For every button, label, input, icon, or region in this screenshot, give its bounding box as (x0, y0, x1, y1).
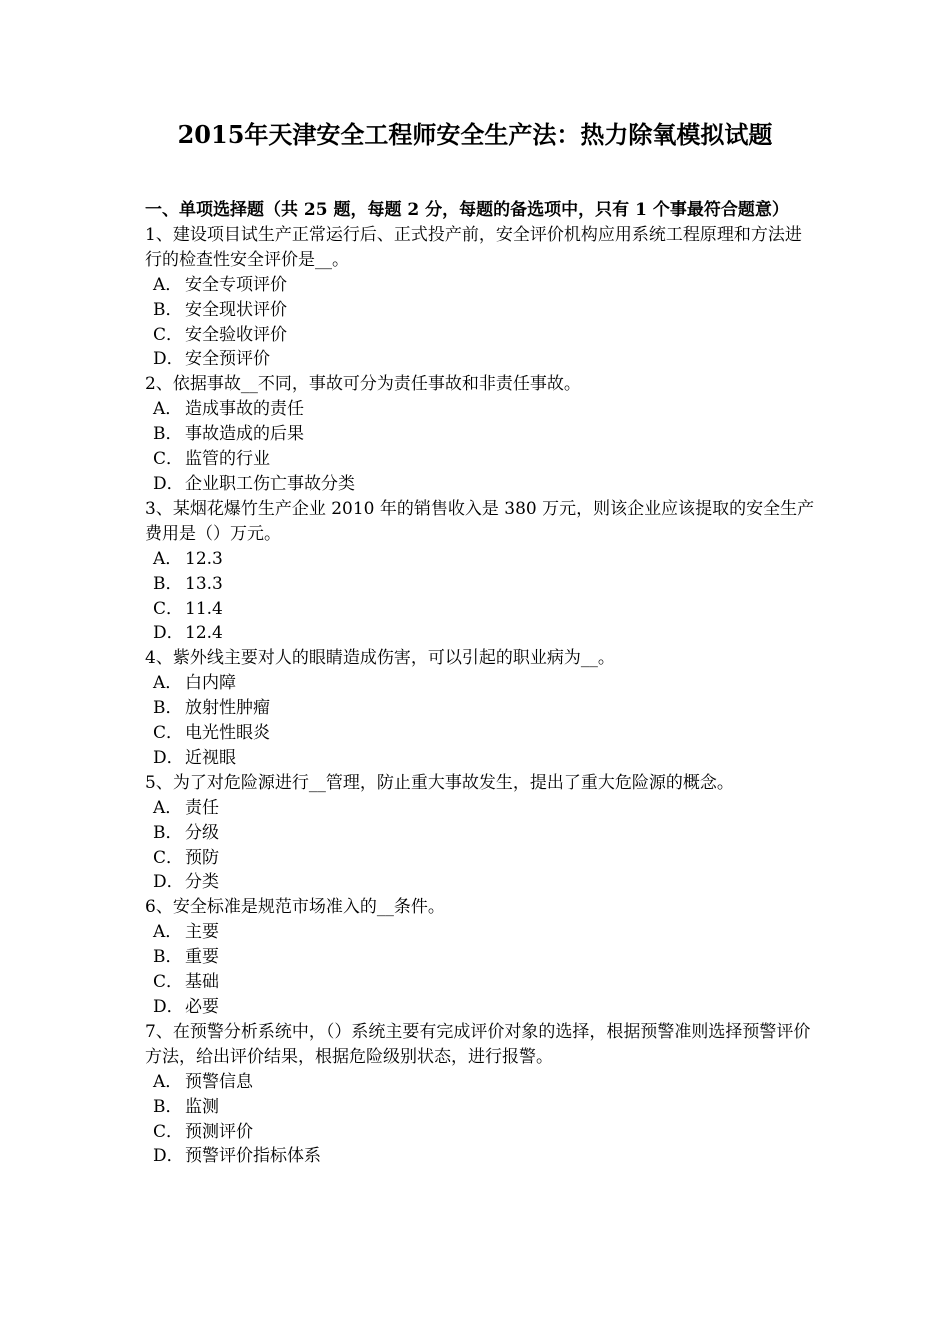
section-heading: 一、单项选择题（共 25 题，每题 2 分，每题的备选项中，只有 1 个事最符合题意） (145, 200, 789, 220)
answer-option (145, 671, 817, 696)
option-letter: D． (153, 872, 184, 893)
question-block (145, 895, 817, 1020)
option-letter: D． (153, 473, 184, 494)
page-title: 2015年天津安全工程师安全生产法：热力除氧模拟试题 (177, 120, 773, 149)
question-stem: 6、安全标准是规范市场准入的__条件。 (145, 897, 445, 918)
option-text: 预测评价 (185, 1121, 253, 1142)
option-letter: D． (153, 349, 184, 370)
option-text: 电光性眼炎 (185, 723, 270, 744)
option-text: 12.4 (185, 623, 223, 644)
question-block (145, 646, 817, 771)
question-stem: 1、建设项目试生产正常运行后、正式投产前，安全评价机构应用系统工程原理和方法进行的检查性安全评价是__。 (145, 224, 802, 270)
option-text: 预防 (185, 847, 219, 868)
answer-option (145, 821, 817, 846)
option-letter: D． (153, 747, 184, 768)
option-text: 企业职工伤亡事故分类 (185, 473, 355, 494)
option-letter: B． (153, 947, 183, 968)
option-letter: A． (153, 797, 183, 818)
answer-option (145, 846, 817, 871)
answer-option (145, 1070, 817, 1095)
option-text: 分类 (185, 872, 219, 893)
option-letter: B． (153, 822, 183, 843)
option-letter: C． (153, 847, 184, 868)
answer-option (145, 447, 817, 472)
answer-option (145, 796, 817, 821)
question-stem: 2、依据事故__不同，事故可分为责任事故和非责任事故。 (145, 374, 581, 395)
option-letter: D． (153, 623, 184, 644)
answer-option (145, 1144, 817, 1169)
question-list (145, 223, 817, 1169)
question-block (145, 1020, 817, 1169)
option-letter: A． (153, 1071, 183, 1092)
option-text: 预警评价指标体系 (185, 1146, 321, 1167)
answer-option (145, 597, 817, 622)
answer-option (145, 472, 817, 497)
option-letter: A． (153, 673, 183, 694)
answer-option (145, 746, 817, 771)
option-text: 必要 (185, 997, 219, 1017)
answer-option (145, 572, 817, 597)
option-text: 11.4 (185, 598, 223, 619)
question-stem: 4、紫外线主要对人的眼睛造成伤害，可以引起的职业病为__。 (145, 648, 615, 669)
option-letter: C． (153, 449, 184, 470)
answer-option (145, 721, 817, 746)
option-text: 基础 (185, 972, 219, 993)
option-letter: B． (153, 573, 183, 594)
question-block (145, 223, 817, 372)
option-letter: C． (153, 324, 184, 345)
option-letter: C． (153, 723, 184, 744)
answer-option (145, 273, 817, 298)
option-text: 主要 (185, 922, 219, 943)
option-text: 安全验收评价 (185, 324, 287, 345)
option-text: 事故造成的后果 (185, 424, 304, 445)
option-letter: C． (153, 598, 184, 619)
option-text: 安全现状评价 (185, 299, 287, 320)
answer-option (145, 1120, 817, 1145)
option-text: 安全预评价 (185, 349, 270, 370)
question-block (145, 497, 817, 646)
option-text: 放射性肿瘤 (185, 698, 270, 719)
answer-option (145, 347, 817, 372)
option-letter: A． (153, 548, 183, 569)
option-letter: A． (153, 399, 183, 420)
answer-option (145, 870, 817, 895)
option-letter: C． (153, 1121, 184, 1142)
question-block (145, 372, 817, 497)
option-text: 监管的行业 (185, 449, 270, 470)
option-text: 监测 (185, 1096, 219, 1117)
answer-option (145, 323, 817, 348)
option-letter: B． (153, 424, 183, 445)
answer-option (145, 945, 817, 970)
option-letter: B． (153, 1096, 183, 1117)
option-text: 近视眼 (185, 747, 236, 768)
option-text: 安全专项评价 (185, 274, 287, 295)
option-letter: B． (153, 698, 183, 719)
answer-option (145, 422, 817, 447)
question-block (145, 771, 817, 896)
answer-option (145, 995, 817, 1020)
option-letter: A． (153, 922, 183, 943)
option-letter: C． (153, 972, 184, 993)
answer-option (145, 1095, 817, 1120)
option-text: 预警信息 (185, 1071, 253, 1092)
option-letter: B． (153, 299, 183, 320)
answer-option (145, 621, 817, 646)
question-stem: 5、为了对危险源进行__管理，防止重大事故发生，提出了重大危险源的概念。 (145, 772, 734, 793)
option-letter: D． (153, 1146, 184, 1167)
answer-option (145, 970, 817, 995)
exam-content (145, 198, 817, 1169)
question-stem: 7、在预警分析系统中，（）系统主要有完成评价对象的选择，根据预警准则选择预警评价方法，给出评价结果，根据危险级别状态，进行报警。 (145, 1021, 811, 1067)
option-text: 分级 (185, 822, 219, 843)
option-text: 责任 (185, 797, 219, 818)
answer-option (145, 547, 817, 572)
question-stem: 3、某烟花爆竹生产企业 2010 年的销售收入是 380 万元，则该企业应该提取的安全生产费用是（）万元。 (145, 498, 815, 544)
answer-option (145, 298, 817, 323)
option-letter: D． (153, 997, 184, 1017)
answer-option (145, 920, 817, 945)
answer-option (145, 696, 817, 721)
option-text: 造成事故的责任 (185, 399, 304, 420)
option-letter: A． (153, 274, 183, 295)
option-text: 12.3 (185, 548, 223, 569)
answer-option (145, 397, 817, 422)
option-text: 白内障 (185, 673, 236, 694)
option-text: 13.3 (185, 573, 223, 594)
option-text: 重要 (185, 947, 219, 968)
